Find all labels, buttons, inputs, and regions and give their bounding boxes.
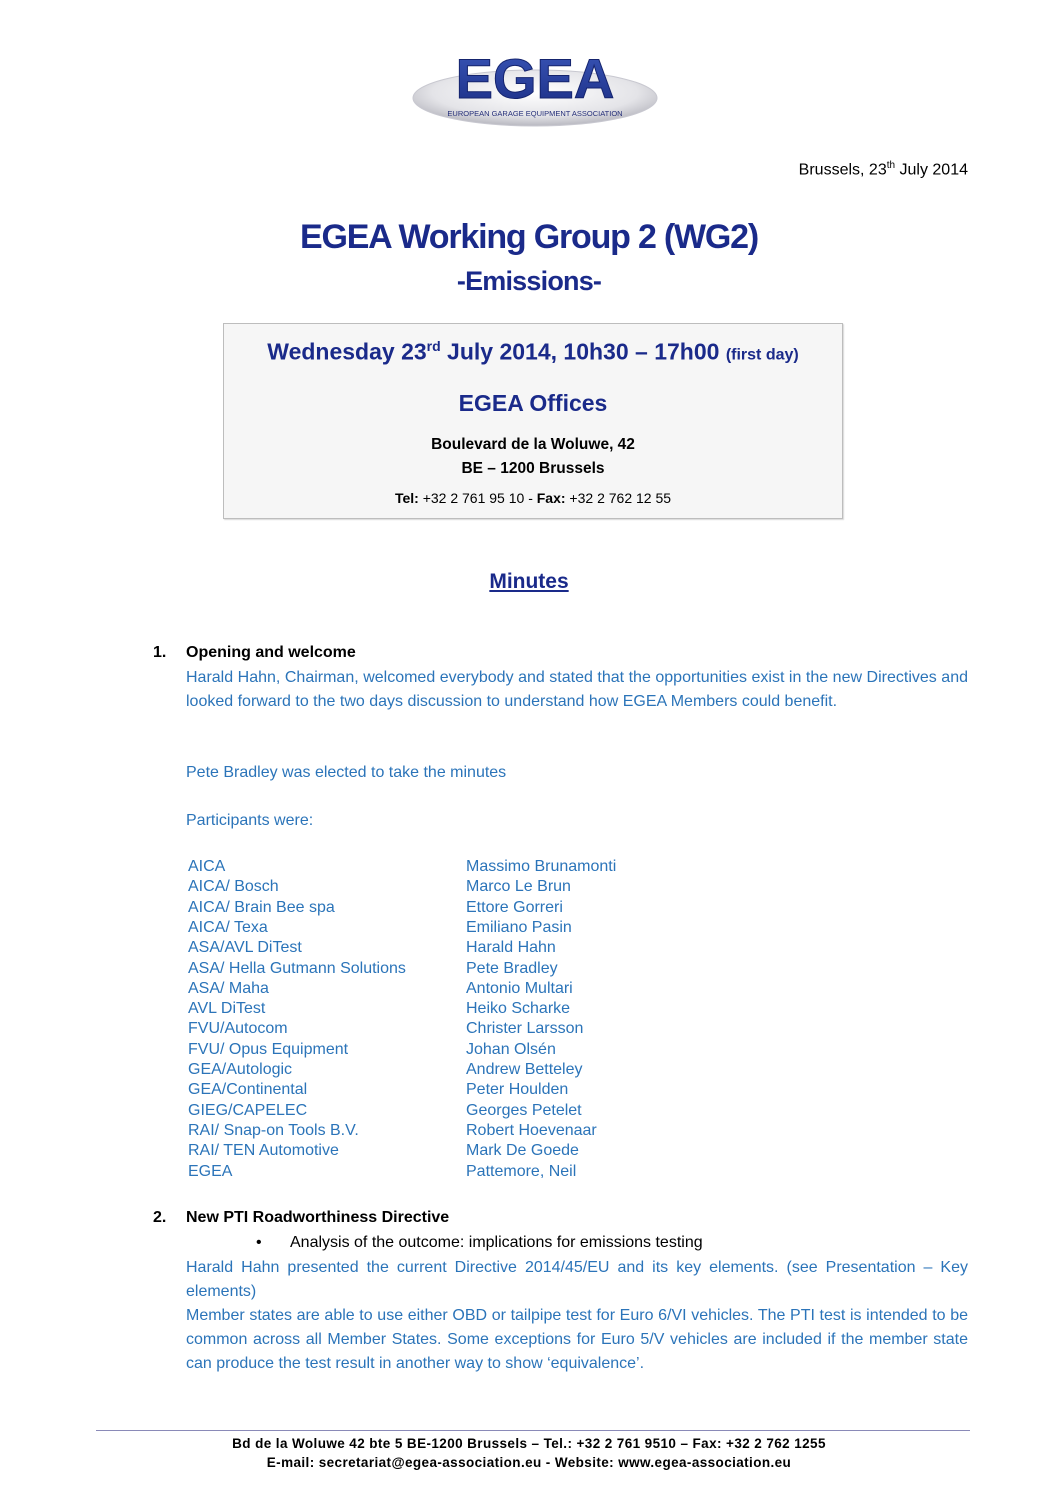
participant-name: Emiliano Pasin bbox=[466, 918, 572, 936]
participant-row bbox=[188, 877, 688, 897]
section-2-bullet: Analysis of the outcome: implications for emissions testing bbox=[290, 1234, 703, 1251]
participant-row bbox=[188, 1060, 688, 1080]
section-2-title: New PTI Roadworthiness Directive bbox=[186, 1209, 450, 1226]
participant-org: AICA bbox=[188, 858, 226, 875]
section-1-paragraph-3: Participants were: bbox=[186, 812, 314, 829]
participant-org: AICA/ Brain Bee spa bbox=[188, 898, 335, 916]
participant-row bbox=[188, 938, 688, 958]
address-line-2: BE – 1200 Brussels bbox=[461, 460, 605, 477]
section-1-paragraph-1: Harald Hahn, Chairman, welcomed everybody and stated that the opportunities exist in the new Directives and looked forward to the two days discussion to understand how EGEA Members could benefit. bbox=[186, 669, 968, 710]
egea-logo bbox=[410, 40, 660, 130]
contact-numbers: Tel: +32 2 761 95 10 - Fax: +32 2 762 12 55 bbox=[394, 490, 672, 506]
participant-name: Georges Petelet bbox=[466, 1101, 582, 1119]
participant-name: Pattemore, Neil bbox=[466, 1162, 577, 1180]
section-1-title: Opening and welcome bbox=[186, 644, 356, 661]
participant-row bbox=[188, 1162, 688, 1182]
section-2-paragraph-2: Member states are able to use either OBD or tailpipe test for Euro 6/VI vehicles. The PTI test is intended to be common across all Member States. Some exceptions for Euro 5/V vehicles are included if the member state can produce the test result in another way to show ‘equivalence’. bbox=[186, 1307, 968, 1372]
participant-name: Heiko Scharke bbox=[466, 1000, 571, 1018]
section-2-paragraph-1: Harald Hahn presented the current Directive 2014/45/EU and its key elements. (see Presentation – Key elements) bbox=[186, 1259, 968, 1300]
participant-row bbox=[188, 999, 688, 1019]
participant-org: AVL DiTest bbox=[188, 1000, 266, 1018]
logo-tagline: EUROPEAN GARAGE EQUIPMENT ASSOCIATION bbox=[447, 109, 623, 118]
participant-name: Christer Larsson bbox=[466, 1020, 584, 1038]
meeting-info-box bbox=[223, 323, 843, 519]
participant-name: Peter Houlden bbox=[466, 1081, 569, 1099]
participant-row bbox=[188, 1080, 688, 1100]
bullet-icon: • bbox=[256, 1234, 262, 1251]
meeting-venue: EGEA Offices bbox=[458, 390, 608, 416]
participant-row bbox=[188, 959, 688, 979]
participant-org: FVU/Autocom bbox=[188, 1020, 288, 1038]
section-1-paragraph-2: Pete Bradley was elected to take the minutes bbox=[186, 764, 507, 781]
participant-name: Mark De Goede bbox=[466, 1142, 579, 1160]
participant-org: GEA/Continental bbox=[188, 1081, 308, 1099]
participant-row bbox=[188, 979, 688, 999]
document-date: Brussels, 23th July 2014 bbox=[798, 160, 968, 179]
footer-address: Bd de la Woluwe 42 bte 5 BE-1200 Brussels – Tel.: +32 2 761 9510 – Fax: +32 2 762 1255 bbox=[232, 1436, 826, 1451]
participant-row bbox=[188, 1019, 688, 1039]
participant-org: AICA/ Bosch bbox=[188, 878, 279, 896]
participant-name: Johan Olsén bbox=[466, 1040, 556, 1058]
minutes-heading: Minutes bbox=[489, 570, 569, 593]
participant-org: ASA/AVL DiTest bbox=[188, 939, 302, 957]
participant-row bbox=[188, 898, 688, 918]
document-title: EGEA Working Group 2 (WG2) bbox=[299, 218, 759, 256]
section-2-number: 2. bbox=[153, 1209, 167, 1226]
footer-divider bbox=[96, 1430, 970, 1431]
participant-org: FVU/ Opus Equipment bbox=[188, 1040, 349, 1058]
participant-org: ASA/ Maha bbox=[188, 979, 269, 997]
participant-name: Marco Le Brun bbox=[466, 878, 571, 896]
participant-row bbox=[188, 1121, 688, 1141]
meeting-date-note: (first day) bbox=[725, 346, 799, 364]
logo-wordmark: EGEA bbox=[455, 47, 615, 110]
participant-name: Robert Hoevenaar bbox=[466, 1121, 597, 1139]
participant-name: Pete Bradley bbox=[466, 959, 558, 977]
participant-name: Antonio Multari bbox=[466, 979, 573, 997]
participant-org: RAI/ Snap-on Tools B.V. bbox=[188, 1121, 359, 1139]
address-line-1: Boulevard de la Woluwe, 42 bbox=[431, 436, 635, 453]
participant-org: GEA/Autologic bbox=[188, 1061, 293, 1078]
participant-name: Ettore Gorreri bbox=[466, 898, 563, 916]
participant-org: AICA/ Texa bbox=[188, 918, 268, 936]
participant-org: ASA/ Hella Gutmann Solutions bbox=[188, 959, 406, 977]
participant-row bbox=[188, 1101, 688, 1121]
participant-row bbox=[188, 1141, 688, 1161]
document-subtitle: -Emissions- bbox=[456, 266, 602, 296]
participant-row bbox=[188, 857, 688, 877]
participant-org: RAI/ TEN Automotive bbox=[188, 1142, 339, 1160]
participant-row bbox=[188, 918, 688, 938]
section-1-number: 1. bbox=[153, 644, 167, 661]
participant-row bbox=[188, 1040, 688, 1060]
meeting-date: Wednesday 23rd July 2014, 10h30 – 17h00 (first day) bbox=[267, 338, 799, 365]
participant-name: Massimo Brunamonti bbox=[466, 858, 617, 875]
participant-org: EGEA bbox=[188, 1162, 233, 1180]
participant-name: Harald Hahn bbox=[466, 939, 556, 957]
participant-org: GIEG/CAPELEC bbox=[188, 1101, 308, 1119]
participant-name: Andrew Betteley bbox=[466, 1061, 583, 1078]
footer-contact: E-mail: secretariat@egea-association.eu - Website: www.egea-association.eu bbox=[266, 1455, 792, 1470]
